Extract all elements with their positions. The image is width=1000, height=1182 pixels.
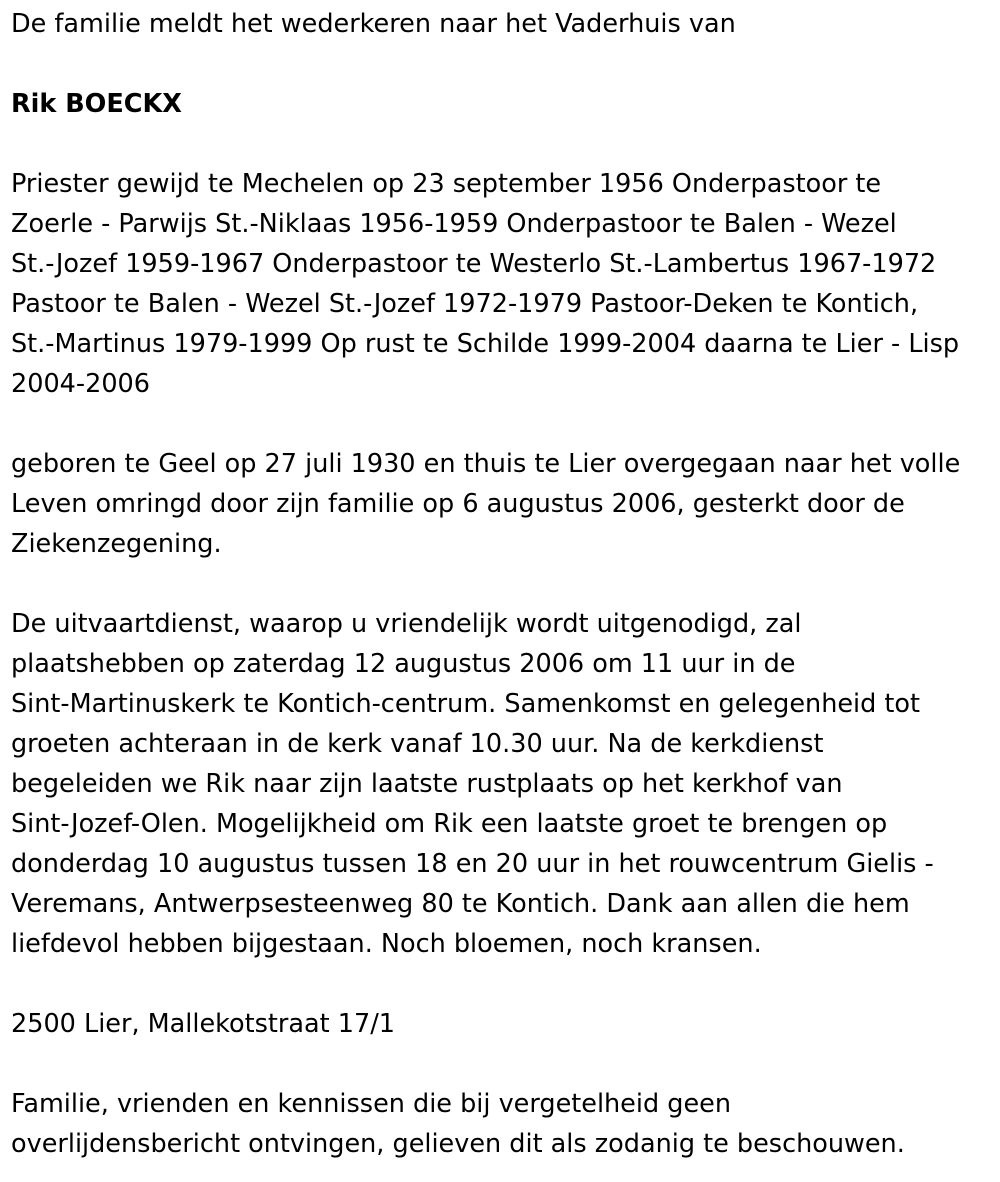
funeral-line: donderdag 10 augustus tussen 18 en 20 uur in het rouwcentrum Gielis - xyxy=(11,849,934,879)
closing-paragraph xyxy=(11,1084,990,1164)
career-paragraph xyxy=(11,164,990,404)
career-line: Priester gewijd te Mechelen op 23 september 1956 Onderpastoor te xyxy=(11,169,882,199)
career-line: St.-Martinus 1979-1999 Op rust te Schilde 1999-2004 daarna te Lier - Lisp xyxy=(11,329,960,359)
birth-death-line: Leven omringd door zijn familie op 6 augustus 2006, gesterkt door de xyxy=(11,489,905,519)
closing-line: Familie, vrienden en kennissen die bij vergetelheid geen xyxy=(11,1089,731,1119)
funeral-line: groeten achteraan in de kerk vanaf 10.30 uur. Na de kerkdienst xyxy=(11,729,824,759)
address-paragraph xyxy=(11,1004,990,1044)
closing-line: overlijdensbericht ontvingen, gelieven dit als zodanig te beschouwen. xyxy=(11,1129,905,1159)
funeral-line: Sint-Martinuskerk te Kontich-centrum. Samenkomst en gelegenheid tot xyxy=(11,689,921,719)
deceased-name: Rik BOECKX xyxy=(11,89,182,119)
career-line: Pastoor te Balen - Wezel St.-Jozef 1972-1979 Pastoor-Deken te Kontich, xyxy=(11,289,919,319)
address-text: 2500 Lier, Mallekotstraat 17/1 xyxy=(11,1009,396,1039)
funeral-paragraph xyxy=(11,604,990,964)
funeral-line: begeleiden we Rik naar zijn laatste rustplaats op het kerkhof van xyxy=(11,769,843,799)
birth-death-line: geboren te Geel op 27 juli 1930 en thuis te Lier overgegaan naar het volle xyxy=(11,449,961,479)
intro-text: De familie meldt het wederkeren naar het Vaderhuis van xyxy=(11,9,736,39)
deceased-name-paragraph xyxy=(11,84,990,124)
funeral-line: De uitvaartdienst, waarop u vriendelijk wordt uitgenodigd, zal xyxy=(11,609,802,639)
funeral-line: liefdevol hebben bijgestaan. Noch bloemen, noch kransen. xyxy=(11,929,762,959)
funeral-line: Veremans, Antwerpsesteenweg 80 te Kontich. Dank aan allen die hem xyxy=(11,889,910,919)
funeral-line: Sint-Jozef-Olen. Mogelijkheid om Rik een laatste groet te brengen op xyxy=(11,809,888,839)
career-line: 2004-2006 xyxy=(11,369,150,399)
career-line: Zoerle - Parwijs St.-Niklaas 1956-1959 Onderpastoor te Balen - Wezel xyxy=(11,209,897,239)
intro-paragraph xyxy=(11,4,990,44)
career-line: St.-Jozef 1959-1967 Onderpastoor te Westerlo St.-Lambertus 1967-1972 xyxy=(11,249,937,279)
birth-death-line: Ziekenzegening. xyxy=(11,529,222,559)
funeral-line: plaatshebben op zaterdag 12 augustus 2006 om 11 uur in de xyxy=(11,649,796,679)
birth-death-paragraph xyxy=(11,444,990,564)
